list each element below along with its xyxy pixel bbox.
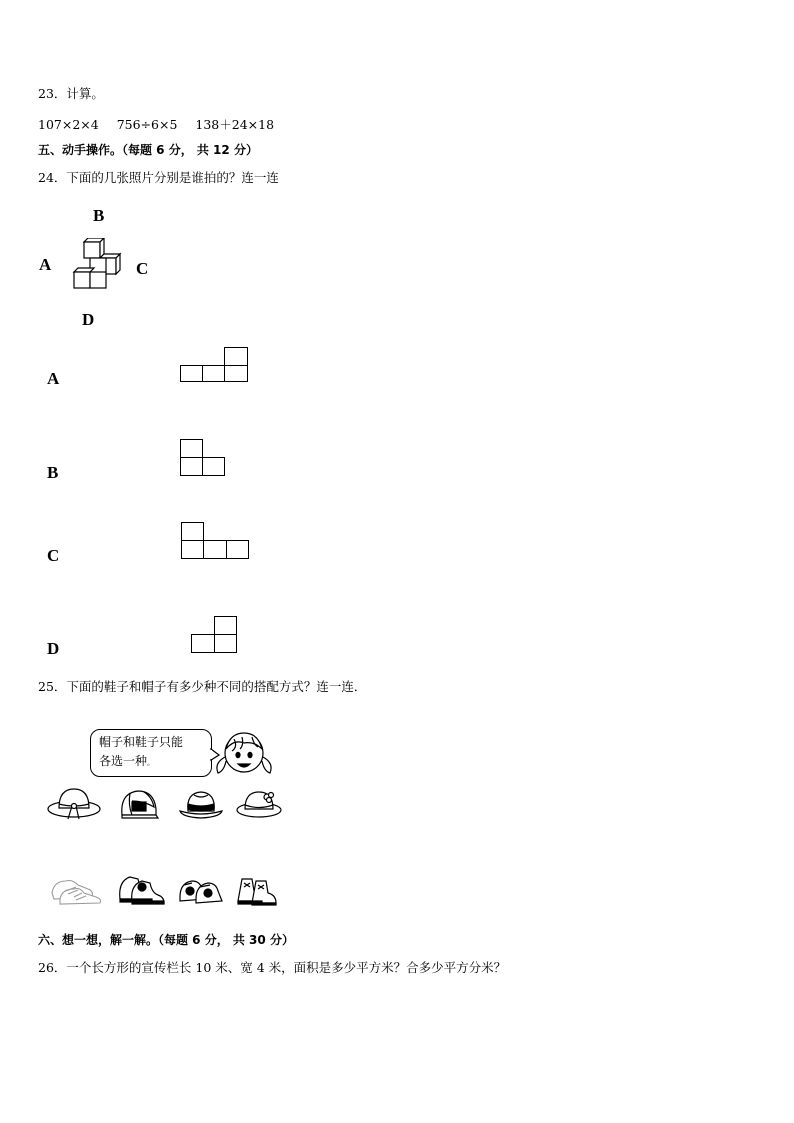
view-label-b: B <box>47 463 59 482</box>
girl-illustration <box>212 727 278 779</box>
view-c-square <box>181 540 204 559</box>
q23-expr-1: 107×2×4 <box>38 117 99 132</box>
q23-expressions <box>38 115 288 133</box>
shoes-icon-1 <box>48 873 104 907</box>
q23-expr-3: 138＋24×18 <box>195 117 275 132</box>
view-label-d: D <box>47 639 60 658</box>
direction-label-a: A <box>39 255 52 274</box>
view-d-square <box>214 634 237 653</box>
section-6-title: 六、想一想，解一解。（每题 6 分， 共 30 分） <box>38 933 294 947</box>
view-c-figure <box>181 522 251 562</box>
view-b-square <box>202 457 225 476</box>
hat-icon-4 <box>234 786 284 822</box>
view-d-square <box>191 634 215 653</box>
shoes-icon-2 <box>116 871 166 907</box>
direction-label-d: D <box>82 310 95 329</box>
bubble-mark: 。 <box>147 759 155 767</box>
q26-title: 26．一个长方形的宣传栏长 10 米、宽 4 米，面积是多少平方米？合多少平方分米？ <box>38 960 507 975</box>
direction-label-b: B <box>93 206 105 225</box>
shoes-icon-3 <box>176 871 226 907</box>
q23-title: 23．计算。 <box>38 86 104 101</box>
section-5-title: 五、动手操作。（每题 6 分， 共 12 分） <box>38 143 258 157</box>
hat-icon-2 <box>118 785 160 823</box>
view-label-a: A <box>47 369 60 388</box>
view-a-square <box>180 365 203 382</box>
speech-bubble <box>90 729 212 777</box>
view-b-square <box>180 439 203 458</box>
view-a-figure <box>180 347 250 387</box>
view-c-square <box>181 522 204 541</box>
view-label-c: C <box>47 546 60 565</box>
hat-icon-1 <box>46 785 102 825</box>
q23-expr-2: 756÷6×5 <box>116 117 178 132</box>
view-b-figure <box>180 439 230 479</box>
hat-icon-3 <box>176 787 226 821</box>
cube-stack-figure <box>68 238 124 296</box>
bubble-line-2: 各选一种 <box>99 754 148 768</box>
shoes-icon-4 <box>232 871 282 907</box>
view-a-square <box>224 365 248 382</box>
view-d-figure <box>191 616 241 656</box>
view-c-square <box>226 540 249 559</box>
q24-title: 24．下面的几张照片分别是谁拍的？连一连 <box>38 170 279 185</box>
direction-label-c: C <box>136 259 149 278</box>
view-c-square <box>203 540 227 559</box>
bubble-line-1: 帽子和鞋子只能 <box>99 735 184 749</box>
view-a-square <box>202 365 225 382</box>
view-d-square <box>214 616 237 635</box>
q25-title: 25．下面的鞋子和帽子有多少种不同的搭配方式？连一连． <box>38 679 367 694</box>
view-a-square <box>224 347 248 366</box>
view-b-square <box>180 457 203 476</box>
